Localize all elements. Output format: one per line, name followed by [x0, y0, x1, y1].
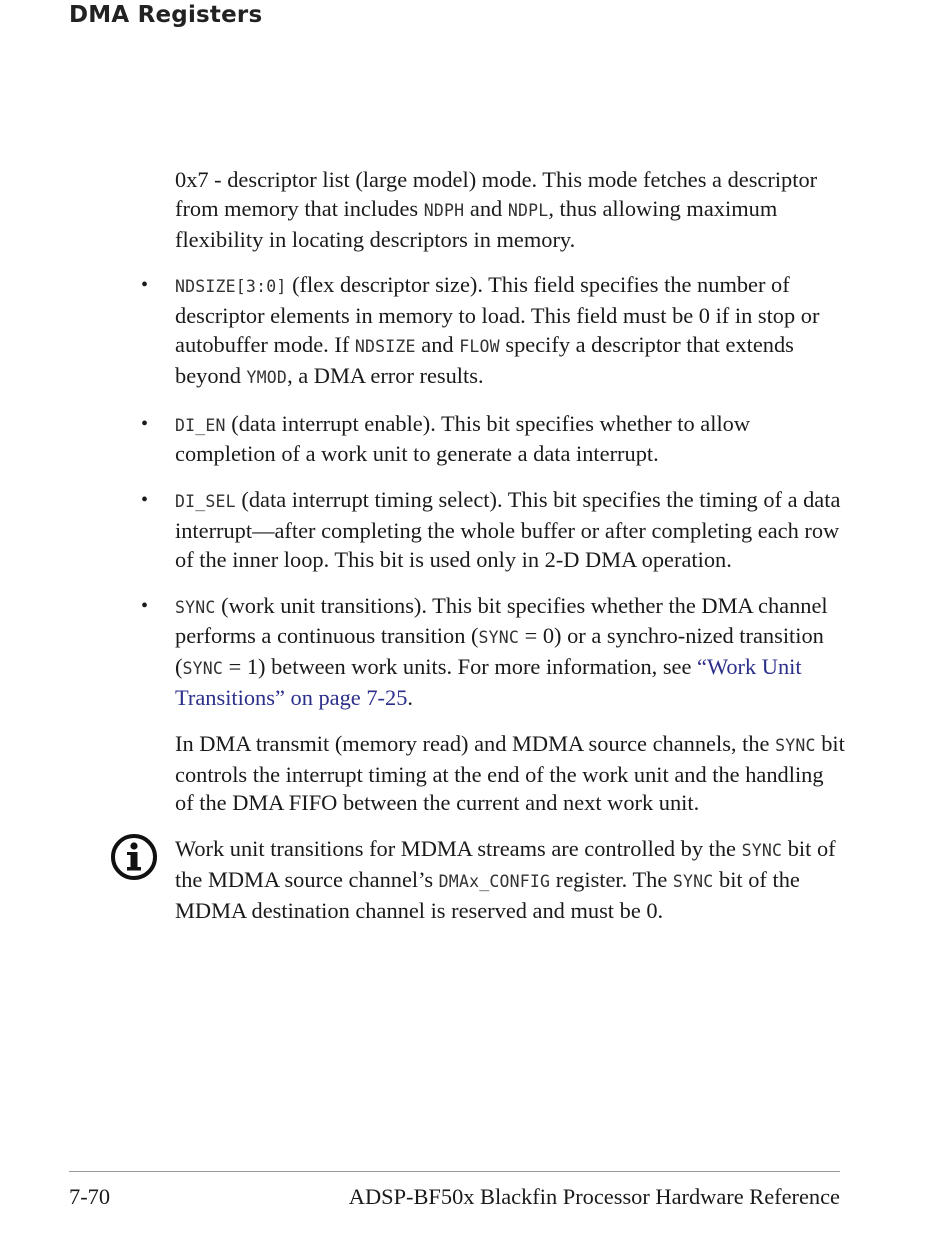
text-run: Work unit transitions for MDMA streams are controlled by the [175, 836, 742, 862]
work-unit-transitions-link[interactable]: “Work Unit Transitions” on page 7-25 [175, 654, 802, 710]
running-header: DMA Registers [69, 2, 263, 28]
text-run: . [407, 684, 413, 710]
code-ndph: NDPH [423, 200, 465, 220]
bullet-marker: • [141, 594, 149, 617]
text-run: and [415, 331, 460, 357]
text-run: (data interrupt enable). This bit specifies whether to allow completion of a work unit to generate a data interrupt. [175, 410, 751, 467]
sync-paragraph [175, 730, 847, 818]
code-sync: SYNC [672, 871, 714, 891]
code-di-en: DI_EN [175, 415, 226, 435]
code-ymod: YMOD [246, 367, 288, 387]
text-run: (work unit transitions). This bit specifies whether the DMA channel performs a continuous transition ( [175, 592, 828, 649]
code-sync: SYNC [478, 628, 520, 648]
code-ndsize-field: NDSIZE[3:0] [175, 277, 287, 297]
descriptor-mode-paragraph [175, 166, 847, 254]
text-run: In DMA transmit (memory read) and MDMA source channels, the [175, 730, 776, 756]
bullet-ndsize [141, 271, 847, 392]
code-di-sel: DI_SEL [175, 492, 236, 512]
info-icon [110, 833, 158, 881]
text-run: specify a descriptor that extends beyond [175, 331, 794, 388]
code-sync: SYNC [775, 735, 816, 755]
bullet-di-sel [141, 486, 847, 574]
code-ndsize: NDSIZE [354, 336, 416, 356]
code-sync: SYNC [741, 841, 783, 861]
note-block [175, 835, 847, 925]
code-flow: FLOW [459, 336, 500, 356]
bullet-marker: • [141, 412, 149, 435]
page-body [141, 166, 847, 926]
code-sync: SYNC [182, 659, 224, 679]
bullet-sync [141, 592, 847, 713]
text-run: (flex descriptor size). This field specifies the number of descriptor elements in memory to load. This field must be 0 if in stop or autobuffer mode. If [175, 272, 820, 357]
text-run: bit controls the interrupt timing at the end of the work unit and the handling of the DMA FIFO between the current and next work unit. [175, 730, 845, 816]
text-run: and [464, 195, 508, 221]
text-run: , thus allowing maximum flexibility in locating descriptors in memory. [175, 195, 778, 252]
text-run: bit of the MDMA destination channel is reserved and must be 0. [175, 866, 800, 923]
page-number: 7-70 [69, 1184, 111, 1209]
text-run: , a DMA error results. [287, 362, 484, 388]
bullet-di-en [141, 410, 847, 470]
text-run: = 1) between work units. For more information, see [223, 654, 698, 680]
text-run: = 0) or a synchro-nized transition ( [175, 623, 824, 680]
text-run: 0x7 - descriptor list (large model) mode. This mode fetches a descriptor from memory that includes [175, 167, 818, 221]
code-sync: SYNC [175, 597, 216, 617]
bullet-marker: • [141, 489, 149, 512]
code-dmax-config: DMAx_CONFIG [438, 871, 551, 891]
text-run: (data interrupt timing select). This bit specifies the timing of a data interrupt—after completing the whole buffer or after completing each row of the inner loop. This bit is used only in 2-D DMA operation. [175, 487, 841, 572]
book-title: ADSP-BF50x Blackfin Processor Hardware Reference [348, 1184, 840, 1209]
code-ndpl: NDPL [507, 200, 549, 220]
text-run: register. The [550, 866, 673, 892]
text-run: bit of the MDMA source channel’s [175, 836, 836, 892]
footer-divider [69, 1171, 840, 1172]
bullet-marker: • [141, 274, 149, 297]
